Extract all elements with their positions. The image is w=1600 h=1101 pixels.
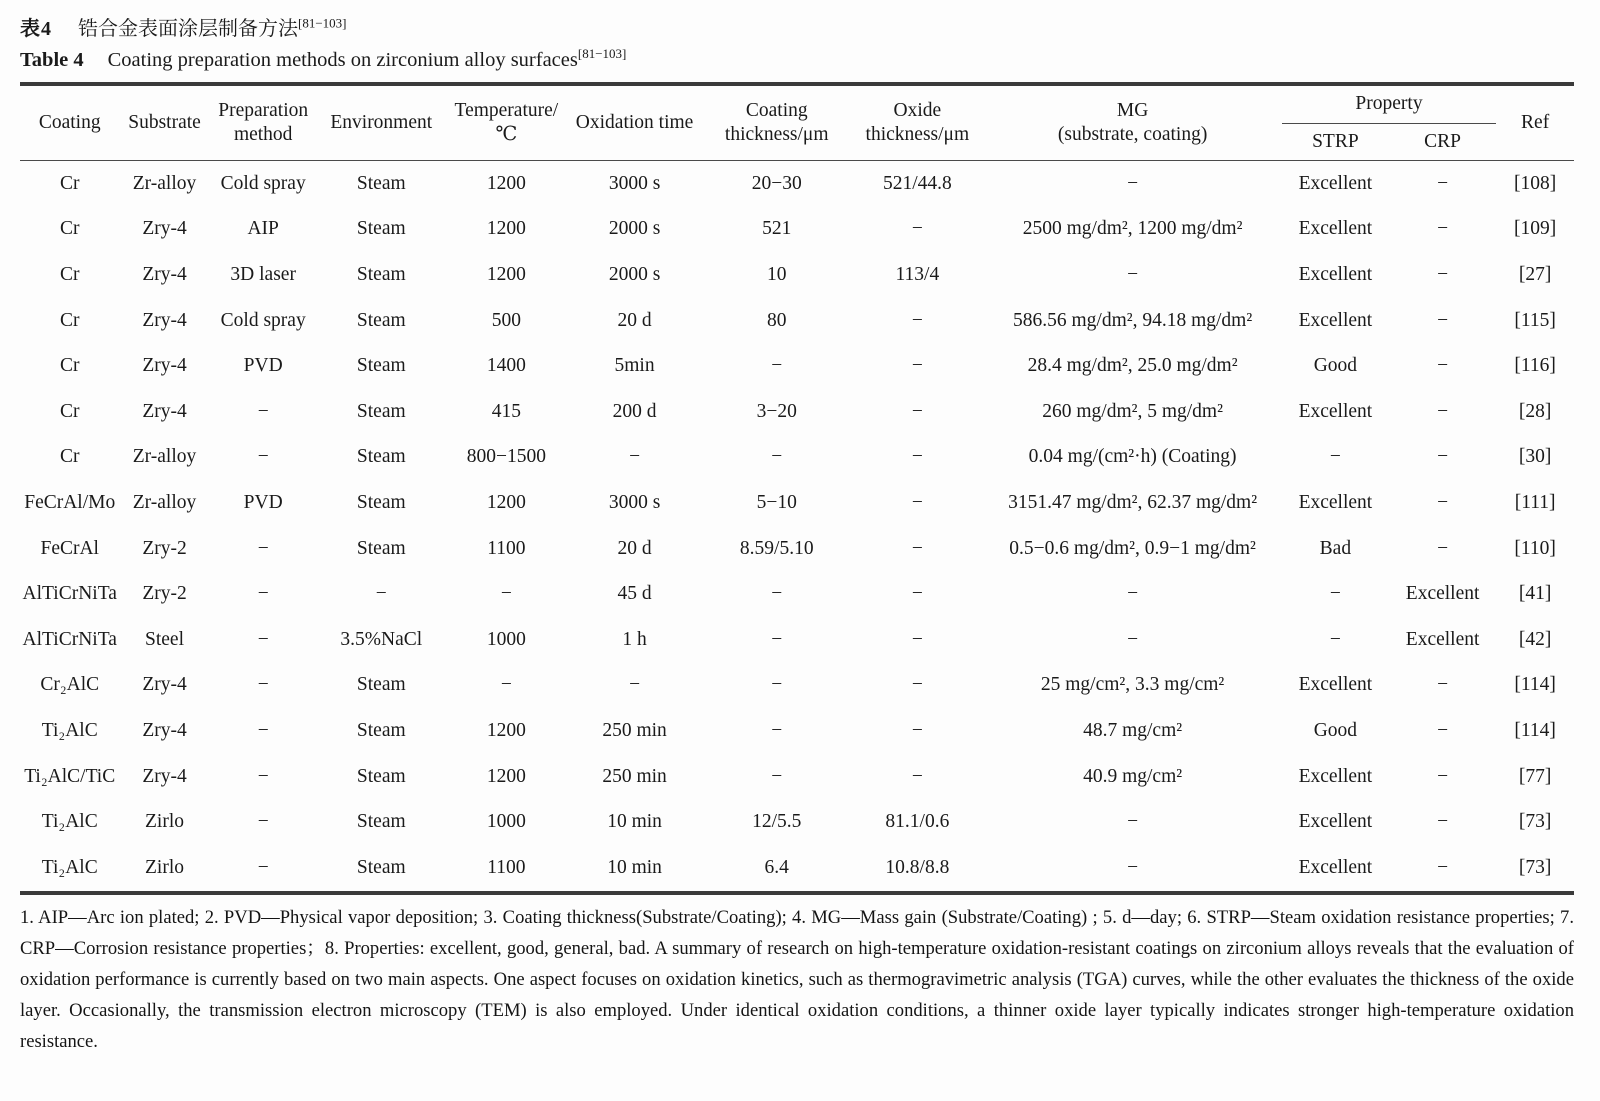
table-cell: [28] — [1518, 400, 1552, 422]
table-cell: − — [1437, 309, 1449, 331]
table-cell: − — [257, 856, 269, 878]
table-cell: 6.4 — [764, 856, 789, 878]
table-cell: Cr — [59, 446, 80, 468]
table-cell: − — [911, 674, 923, 696]
table-cell: 45 d — [617, 583, 652, 605]
table-cell: − — [1437, 674, 1449, 696]
table-cell: Zr-alloy — [132, 491, 197, 513]
table-cell: Ti₂AlC — [41, 856, 98, 878]
header-line: thickness/μm — [865, 124, 970, 145]
table-cell: Zirlo — [145, 856, 185, 878]
table-cell: − — [500, 674, 512, 696]
table-cell: Good — [1313, 719, 1358, 741]
table-cell: 80 — [766, 309, 787, 331]
header-line: Coating — [745, 99, 808, 121]
table-cell: − — [1437, 856, 1449, 878]
column-header-mg — [983, 84, 1281, 161]
table-row — [20, 526, 1574, 572]
table-cell: Steam — [356, 309, 406, 331]
table-cell: Excellent — [1298, 263, 1373, 285]
table-cell: [116] — [1514, 355, 1556, 377]
table-cell: − — [257, 719, 269, 741]
table-cell: Cr — [59, 218, 80, 240]
header-line: Temperature/ — [454, 99, 559, 121]
column-header-coating-thickness — [702, 84, 851, 161]
table-cell: 1100 — [487, 856, 526, 878]
table-cell: − — [375, 583, 387, 605]
table-cell: − — [1127, 583, 1139, 605]
table-cell: Cr₂AlC — [40, 674, 100, 696]
table-header — [20, 84, 1574, 161]
table-cell: 48.7 mg/cm² — [1083, 719, 1183, 741]
table-cell: 1200 — [486, 172, 526, 194]
table-cell: − — [1437, 172, 1449, 194]
table-cell: 40.9 mg/cm² — [1083, 765, 1183, 787]
table-cell: 5−10 — [756, 491, 797, 513]
table-cell: − — [911, 218, 923, 240]
table-cell: Zry-2 — [142, 583, 187, 605]
table-cell: 250 min — [602, 719, 667, 741]
table-cell: Cr — [59, 355, 80, 377]
table-cell: − — [771, 719, 783, 741]
table-cell: Steam — [356, 491, 406, 513]
table-cell: − — [771, 583, 783, 605]
table-footnote: 1. AIP—Arc ion plated; 2. PVD—Physical vapor deposition; 3. Coating thickness(Substrate/Coating); 4. MG—Mass gain (Substrate/Coating) ; 5. d—day; 6. STRP—Steam oxidation resistance properties; 7. CRP—Corrosion resistance properties；8. Properties: excellent, good, general, bad. A summary of research on high-temperature oxidation-resistant coatings on zirconium alloys reveals that the evaluation of oxidation performance is currently based on two main aspects. One aspect focuses on oxidation kinetics, such as thermogravimetric analysis (TGA) curves, while the other evaluates the thickness of the oxide layer. Occasionally, the transmission electron microscopy (TEM) is also employed. Under identical oxidation conditions, a thinner oxide layer typically indicates stronger high-temperature oxidation resistance. — [20, 906, 1574, 1052]
table-row — [20, 435, 1574, 481]
table-cell: Steam — [356, 765, 406, 787]
title-en-citation: [81−103] — [577, 46, 627, 62]
column-header-strp: STRP — [1312, 130, 1359, 152]
table-cell: − — [257, 537, 269, 559]
column-header-temperature — [446, 84, 567, 161]
table-cell: − — [771, 355, 783, 377]
table-cell: [73] — [1518, 811, 1552, 833]
table-row — [20, 663, 1574, 709]
table-cell: [108] — [1513, 172, 1557, 194]
table-cell: AlTiCrNiTa — [22, 628, 117, 650]
table-cell: Zry-4 — [142, 309, 187, 331]
table-cell: 3000 s — [608, 172, 661, 194]
table-cell: Steam — [356, 263, 406, 285]
table-row — [20, 799, 1574, 845]
table-cell: [111] — [1514, 491, 1556, 513]
table-cell: [42] — [1518, 628, 1552, 650]
table-cell: − — [1437, 218, 1449, 240]
table-cell: Steam — [356, 719, 406, 741]
table-row — [20, 252, 1574, 298]
header-line: (substrate, coating) — [1057, 124, 1208, 145]
table-cell: 521/44.8 — [882, 172, 952, 194]
table-cell: 3−20 — [756, 400, 797, 422]
table-cell: [109] — [1513, 218, 1557, 240]
table-row — [20, 161, 1574, 207]
table-cell: − — [1329, 583, 1341, 605]
table-cell: FeCrAl — [40, 537, 99, 559]
table-cell: Zry-4 — [142, 674, 187, 696]
table-cell: Excellent — [1405, 583, 1480, 605]
table-cell: Ti₂AlC — [41, 811, 98, 833]
table-row — [20, 617, 1574, 663]
table-cell: 1200 — [486, 263, 526, 285]
table-cell: PVD — [243, 491, 283, 513]
table-cell: 1 h — [622, 628, 647, 650]
table-cell: 1200 — [486, 719, 526, 741]
table-cell: 0.5−0.6 mg/dm², 0.9−1 mg/dm² — [1009, 537, 1256, 559]
table-cell: 1200 — [486, 218, 526, 240]
table-cell: 20 d — [617, 309, 652, 331]
column-header-substrate: Substrate — [128, 111, 201, 133]
table-cell: Ti₂AlC — [41, 719, 98, 741]
table-cell: − — [771, 765, 783, 787]
table-cell: Zry-4 — [142, 719, 187, 741]
table-cell: Ti₂AlC/TiC — [24, 765, 116, 787]
column-header-crp: CRP — [1424, 130, 1462, 152]
column-header-ref: Ref — [1521, 111, 1550, 133]
table-row — [20, 845, 1574, 893]
table-cell: − — [257, 628, 269, 650]
table-cell: Good — [1313, 355, 1358, 377]
table-cell: PVD — [243, 355, 283, 377]
table-cell: 1200 — [486, 765, 526, 787]
table-cell: Steam — [356, 218, 406, 240]
table-cell: 8.59/5.10 — [739, 537, 814, 559]
table-cell: Steam — [356, 355, 406, 377]
table-cell: − — [1437, 355, 1449, 377]
table-cell: Cr — [59, 309, 80, 331]
table-cell: − — [911, 400, 923, 422]
table-cell: Zry-2 — [142, 537, 187, 559]
table-title-cn-text: 锆合金表面涂层制备方法 — [78, 18, 298, 40]
table-cell: [115] — [1514, 309, 1556, 331]
table-cell: 3D laser — [230, 263, 296, 285]
table-cell: Cold spray — [220, 172, 306, 194]
table-row — [20, 389, 1574, 435]
table-cell: − — [1437, 719, 1449, 741]
table-cell: − — [911, 491, 923, 513]
table-cell: 25 mg/cm², 3.3 mg/cm² — [1040, 674, 1225, 696]
table-cell: − — [1127, 811, 1139, 833]
table-cell: Excellent — [1298, 674, 1373, 696]
table-cell: 1000 — [486, 628, 526, 650]
table-cell: − — [257, 674, 269, 696]
table-body — [20, 161, 1574, 893]
table-cell: − — [1127, 263, 1139, 285]
table-cell: Excellent — [1298, 811, 1373, 833]
table-cell: 3.5%NaCl — [340, 628, 423, 650]
table-header-row-1 — [20, 84, 1574, 124]
table-cell: − — [257, 400, 269, 422]
table-cell: [41] — [1518, 583, 1552, 605]
table-cell: 415 — [491, 400, 521, 422]
table-cell: Cr — [59, 400, 80, 422]
header-line: thickness/μm — [724, 124, 829, 145]
table-cell: Cold spray — [220, 309, 306, 331]
table-cell: − — [1437, 446, 1449, 468]
table-row — [20, 480, 1574, 526]
table-cell: Steam — [356, 172, 406, 194]
table-cell: 521 — [762, 218, 792, 240]
table-cell: − — [1437, 491, 1449, 513]
table-cell: Excellent — [1298, 765, 1373, 787]
table-cell: FeCrAl/Mo — [24, 491, 116, 513]
table-cell: − — [257, 583, 269, 605]
header-line: Preparation — [218, 99, 309, 121]
table-cell: Zry-4 — [142, 218, 187, 240]
table-cell: 20−30 — [751, 172, 802, 194]
column-header-oxidation-time: Oxidation time — [575, 111, 694, 133]
table-cell: 1000 — [486, 811, 526, 833]
page-title-cn — [20, 12, 1574, 41]
table-cell: Cr — [59, 172, 80, 194]
table-cell: − — [911, 446, 923, 468]
column-header-coating: Coating — [38, 111, 101, 133]
table-cell: 28.4 mg/dm², 25.0 mg/dm² — [1027, 355, 1238, 377]
table-cell: − — [1127, 856, 1139, 878]
table-cell: Excellent — [1298, 856, 1373, 878]
table-cell: − — [1437, 811, 1449, 833]
table-cell: 10.8/8.8 — [885, 856, 950, 878]
table-cell: Excellent — [1405, 628, 1480, 650]
table-cell: Excellent — [1298, 172, 1373, 194]
table-cell: 500 — [491, 309, 521, 331]
header-line: Oxide — [893, 99, 942, 121]
table-cell: Excellent — [1298, 309, 1373, 331]
table-cell: − — [1329, 446, 1341, 468]
column-header-property: Property — [1282, 84, 1496, 124]
table-cell: 12/5.5 — [752, 811, 802, 833]
column-header-preparation-method — [210, 84, 317, 161]
table-cell: Zry-4 — [142, 355, 187, 377]
table-cell: 260 mg/dm², 5 mg/dm² — [1042, 400, 1223, 422]
table-cell: − — [629, 446, 641, 468]
table-cell: 10 — [766, 263, 787, 285]
table-cell: − — [911, 719, 923, 741]
table-cell: 250 min — [602, 765, 667, 787]
table-cell: Steam — [356, 446, 406, 468]
column-header-environment: Environment — [330, 111, 433, 133]
table-row — [20, 754, 1574, 800]
table-cell: 0.04 mg/(cm²·h) (Coating) — [1028, 446, 1237, 468]
table-cell: − — [911, 355, 923, 377]
table-cell: 586.56 mg/dm², 94.18 mg/dm² — [1012, 309, 1253, 331]
table-row — [20, 207, 1574, 253]
table-cell: Bad — [1319, 537, 1352, 559]
table-row — [20, 708, 1574, 754]
table-cell: 10 min — [607, 811, 662, 833]
table-cell: − — [1437, 765, 1449, 787]
table-cell: [73] — [1518, 856, 1552, 878]
table-cell: AIP — [247, 218, 279, 240]
table-cell: − — [1329, 628, 1341, 650]
table-cell: − — [911, 628, 923, 650]
table-cell: 5min — [614, 355, 655, 377]
table-cell: − — [500, 583, 512, 605]
table-row — [20, 343, 1574, 389]
table-cell: − — [1437, 263, 1449, 285]
table-cell: 1400 — [486, 355, 526, 377]
table-cell: Zry-4 — [142, 400, 187, 422]
table-cell: Zr-alloy — [132, 172, 197, 194]
header-line: method — [233, 124, 293, 145]
table-cell: [27] — [1518, 263, 1552, 285]
table-cell: Zirlo — [145, 811, 185, 833]
table-cell: − — [1437, 537, 1449, 559]
table-cell: Cr — [59, 263, 80, 285]
table-row — [20, 571, 1574, 617]
header-line: ℃ — [495, 124, 518, 145]
table-cell: Zr-alloy — [132, 446, 197, 468]
table-cell: [110] — [1514, 537, 1556, 559]
table-cell: 2500 mg/dm², 1200 mg/dm² — [1022, 218, 1243, 240]
table-cell: 200 d — [612, 400, 657, 422]
table-cell: 3000 s — [608, 491, 661, 513]
table-cell: [114] — [1514, 674, 1556, 696]
table-cell: − — [257, 765, 269, 787]
table-cell: − — [771, 674, 783, 696]
table-cell: Zry-4 — [142, 263, 187, 285]
table-cell: − — [629, 674, 641, 696]
table-cell: − — [771, 446, 783, 468]
table-cell: − — [911, 537, 923, 559]
table-cell: 113/4 — [895, 263, 940, 285]
table-cell: 20 d — [617, 537, 652, 559]
table-cell: 81.1/0.6 — [885, 811, 950, 833]
table-cell: Excellent — [1298, 400, 1373, 422]
table-cell: [114] — [1514, 719, 1556, 741]
data-table — [20, 82, 1574, 895]
table-cell: 800−1500 — [466, 446, 546, 468]
table-cell: − — [911, 583, 923, 605]
table-cell: Steam — [356, 811, 406, 833]
table-cell: − — [1127, 172, 1139, 194]
table-cell: Steam — [356, 674, 406, 696]
table-cell: − — [1437, 400, 1449, 422]
table-cell: AlTiCrNiTa — [22, 583, 117, 605]
table-cell: 3151.47 mg/dm², 62.37 mg/dm² — [1008, 491, 1258, 513]
table-cell: − — [257, 446, 269, 468]
table-cell: Steam — [356, 856, 406, 878]
table-cell: 10 min — [607, 856, 662, 878]
table-cell: − — [911, 309, 923, 331]
table-number-cn: 表4 — [20, 18, 52, 40]
table-cell: [30] — [1518, 446, 1552, 468]
table-cell: Steam — [356, 400, 406, 422]
title-cn-citation: [81−103] — [298, 15, 347, 31]
table-cell: 1200 — [486, 491, 526, 513]
table-cell: − — [911, 765, 923, 787]
table-cell: Steel — [145, 628, 185, 650]
table-cell: Steam — [356, 537, 406, 559]
table-cell: − — [771, 628, 783, 650]
table-cell: 1100 — [487, 537, 526, 559]
header-line: MG — [1116, 99, 1149, 121]
table-cell: − — [257, 811, 269, 833]
table-cell: [77] — [1518, 765, 1552, 787]
table-cell: Excellent — [1298, 491, 1373, 513]
table-row — [20, 298, 1574, 344]
page-title-en — [20, 46, 1574, 72]
table-cell: − — [1127, 628, 1139, 650]
table-cell: Zry-4 — [142, 765, 187, 787]
table-cell: 2000 s — [608, 218, 661, 240]
column-header-oxide-thickness — [851, 84, 983, 161]
table-title-en-text: Coating preparation methods on zirconium alloy surfaces — [107, 49, 578, 71]
table-number-en: Table 4 — [20, 49, 84, 71]
table-cell: Excellent — [1298, 218, 1373, 240]
table-cell: 2000 s — [608, 263, 661, 285]
